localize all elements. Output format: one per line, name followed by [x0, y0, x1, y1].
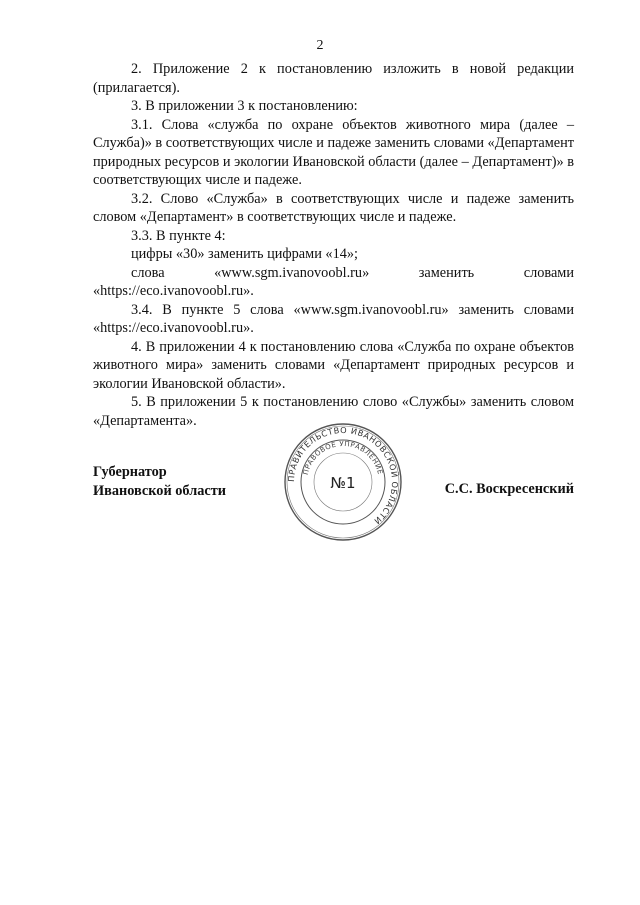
- seal-outer-text: ПРАВИТЕЛЬСТВО ИВАНОВСКОЙ ОБЛАСТИ: [285, 424, 401, 527]
- paragraph-2: 2. Приложение 2 к постановлению изложить в новой редакции (прилагается).: [93, 61, 574, 96]
- paragraph-3-3-continuation: «https://eco.ivanovoobl.ru».: [93, 283, 254, 299]
- seal-inner-text: ПРАВОВОЕ УПРАВЛЕНИЕ: [301, 439, 385, 476]
- signature-title-line-1: Губернатор: [93, 464, 167, 480]
- paragraph-3-3-digits: цифры «30» заменить цифрами «14»;: [131, 246, 358, 262]
- paragraph-5: 5. В приложении 5 к постановлению слово «Службы» заменить словом «Департамента».: [93, 394, 574, 429]
- seal-number: №1: [330, 474, 356, 492]
- paragraph-3-3: 3.3. В пункте 4:: [131, 227, 226, 244]
- spread-word-4: словами: [523, 264, 574, 281]
- spread-word-3: заменить: [418, 264, 475, 281]
- official-seal: [283, 422, 403, 542]
- page-number: 2: [316, 38, 324, 53]
- document-body: [93, 60, 574, 430]
- paragraph-3: 3. В приложении 3 к постановлению:: [131, 98, 358, 114]
- signature-name: С.С. Воскресенский: [444, 481, 574, 497]
- paragraph-3-1: 3.1. Слова «служба по охране объектов животного мира (далее – Служба)» в соответствующих числе и падеже заменить словами «Департамент природных ресурсов и экологии Ивановской области (далее – Департамент)» в соответствующих числе и падеже.: [93, 116, 574, 188]
- spread-word-2: «www.sgm.ivanovoobl.ru»: [214, 264, 370, 281]
- signature-title-line-2: Ивановской области: [93, 482, 226, 499]
- signature-title: [93, 463, 226, 500]
- paragraph-3-4: 3.4. В пункте 5 слова «www.sgm.ivanovoobl.ru» заменить словами «https://eco.ivanovoobl.ru».: [93, 301, 574, 336]
- paragraph-4: 4. В приложении 4 к постановлению слова «Служба по охране объектов животного мира» заменить словами «Департамент природных ресурсов и экологии Ивановской области».: [93, 338, 574, 392]
- paragraph-3-2: 3.2. Слово «Служба» в соответствующих числе и падеже заменить словом «Департамент» в соответствующих числе и падеже.: [93, 190, 574, 225]
- paragraph-3-3-words: [93, 264, 574, 283]
- spread-word-1: слова: [131, 264, 165, 281]
